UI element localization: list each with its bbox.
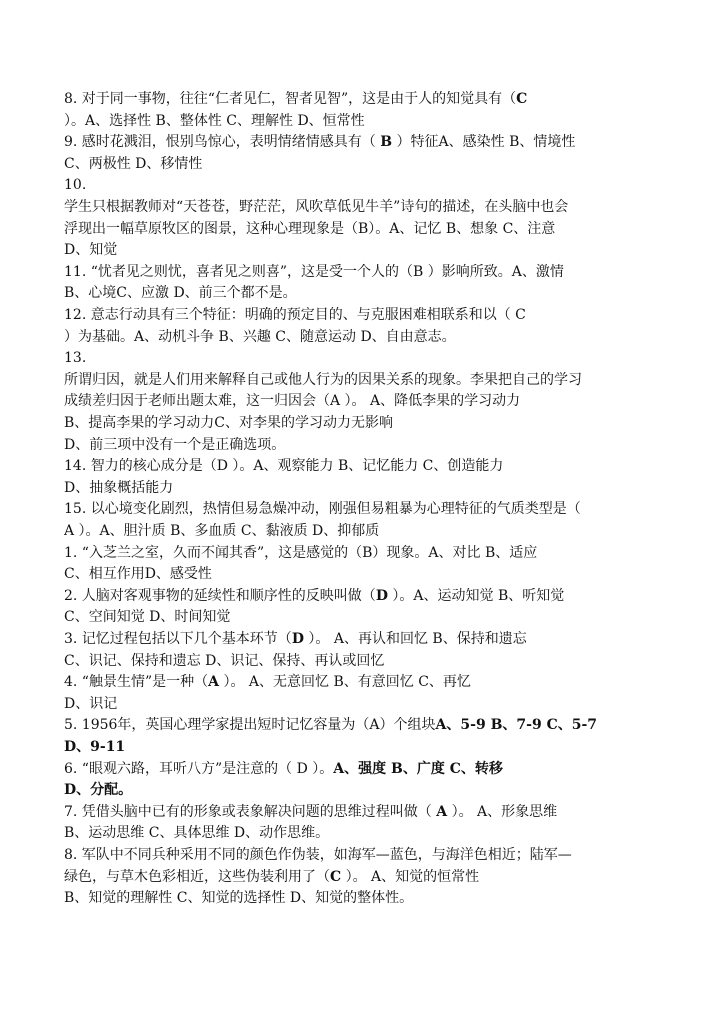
text-line <box>64 88 664 110</box>
text-line <box>64 218 664 240</box>
text-segment: ）为基础。A、动机斗争 B、兴趣 C、随意运动 D、自由意志。 <box>64 328 456 345</box>
text-segment: 7. 凭借头脑中已有的形象或表象解决问题的思维过程叫做（ <box>64 803 437 820</box>
text-segment: 8. 对于同一事物，往往“仁者见仁，智者见智”，这是由于人的知觉具有（ <box>64 91 517 107</box>
bold-answer-text: D <box>375 587 388 604</box>
text-line <box>64 758 664 780</box>
text-segment: 3. 记忆过程包括以下几个基本环节（ <box>64 631 292 647</box>
text-segment: ）。 A、无意回忆 B、有意回忆 C、再忆 <box>219 674 471 691</box>
text-line <box>64 866 664 888</box>
text-line <box>64 174 664 196</box>
text-segment: ）。 A、形象思维 <box>447 803 558 820</box>
text-segment: C、识记、保持和遗忘 D、识记、保持、再认或回忆 <box>64 652 385 669</box>
text-segment: ）特征A、感染性 B、情境性 <box>392 134 576 151</box>
text-line <box>64 369 664 391</box>
text-segment: 1. “入芝兰之室，久而不闻其香”，这是感觉的（B）现象。A、对比 B、适应 <box>64 544 538 561</box>
text-segment: C、空间知觉 D、时间知觉 <box>64 609 231 626</box>
text-line <box>64 390 664 412</box>
text-line <box>64 671 664 693</box>
text-segment: 13. <box>64 350 87 367</box>
text-segment: C、相互作用D、感受性 <box>64 566 212 583</box>
bold-answer-text: A、5-9 B、7-9 C、5-7 <box>435 717 598 734</box>
text-line <box>64 628 664 650</box>
text-line <box>64 606 664 628</box>
text-segment: A ）。A、胆汁质 B、多血质 C、黏液质 D、抑郁质 <box>64 523 380 539</box>
text-line <box>64 347 664 369</box>
text-segment: 10. <box>64 177 87 194</box>
bold-answer-text: A <box>208 674 219 691</box>
text-line <box>64 822 664 844</box>
text-segment: 14. 智力的核心成分是（D ）。A、观察能力 B、记忆能力 C、创造能力 <box>64 458 504 475</box>
text-line <box>64 196 664 218</box>
bold-answer-text: B <box>380 134 393 151</box>
text-line <box>64 779 664 801</box>
text-segment: 5. 1956年，英国心理学家提出短时记忆容量为（A）个组块 <box>64 717 436 734</box>
text-segment: 12. 意志行动具有三个特征：明确的预定目的、与克服困难相联系和以（ C <box>64 307 526 323</box>
bold-answer-text: D、9-11 <box>64 739 126 755</box>
text-segment: 2. 人脑对客观事物的延续性和顺序性的反映叫做（ <box>64 587 376 604</box>
text-segment: 11. “忧者见之则忧，喜者见之则喜”，这是受一个人的（B ）影响所致。A、激情 <box>64 263 564 280</box>
text-segment: ）。 A、再认和回忆 B、保持和遗忘 <box>303 631 527 647</box>
text-line <box>64 477 664 499</box>
text-segment: 绿色，与草木色彩相近，这些伪装利用了（ <box>64 868 330 885</box>
bold-answer-text: C <box>516 91 528 107</box>
text-segment: D、识记 <box>64 695 118 712</box>
text-segment: 浮现出一幅草原牧区的图景，这种心理现象是（B）。A、记忆 B、想象 C、注意 <box>64 220 556 237</box>
text-line <box>64 801 664 823</box>
text-line <box>64 693 664 715</box>
text-segment: B、运动思维 C、具体思维 D、动作思维。 <box>64 825 330 842</box>
text-line <box>64 282 664 304</box>
text-line <box>64 412 664 434</box>
text-line <box>64 131 664 153</box>
text-line <box>64 455 664 477</box>
text-line <box>64 239 664 261</box>
text-segment: ）。 A、知觉的恒常性 <box>341 868 480 885</box>
text-segment: C、两极性 D、移情性 <box>64 155 203 172</box>
text-line <box>64 887 664 909</box>
text-line <box>64 714 664 736</box>
text-segment: 6. “眼观六路，耳听八方”是注意的（ D ）。 <box>64 760 334 777</box>
text-line <box>64 498 664 520</box>
text-segment: 所谓归因，就是人们用来解释自己或他人行为的因果关系的现象。李果把自己的学习 <box>64 371 582 388</box>
bold-answer-text: D <box>291 631 304 647</box>
text-line <box>64 585 664 607</box>
text-line <box>64 844 664 866</box>
text-segment: 8. 军队中不同兵种采用不同的颜色作伪装，如海军—蓝色，与海洋色相近；陆军— <box>64 847 572 863</box>
text-line <box>64 326 664 348</box>
text-line <box>64 304 664 326</box>
text-segment: 15. 以心境变化剧烈，热情但易急燥冲动，刚强但易粗暴为心理特征的气质类型是（ <box>64 501 581 518</box>
text-segment: D、知觉 <box>64 242 118 259</box>
text-segment: 学生只根据教师对“天苍苍，野茫茫，风吹草低见牛羊”诗句的描述，在头脑中也会 <box>64 199 569 215</box>
text-segment: ）。A、选择性 B、整体性 C、理解性 D、恒常性 <box>64 112 365 129</box>
text-line <box>64 563 664 585</box>
text-segment: B、心境C、应激 D、前三个都不是。 <box>64 285 297 302</box>
bold-answer-text: A <box>436 803 448 820</box>
text-line <box>64 736 664 758</box>
text-line <box>64 434 664 456</box>
text-segment: ）。A、运动知觉 B、听知觉 <box>387 587 565 604</box>
text-line <box>64 650 664 672</box>
text-segment: 成绩差归因于老师出题太难，这一归因会（A ）。 A、降低李果的学习动力 <box>64 393 521 410</box>
bold-answer-text: D、分配。 <box>64 782 133 799</box>
text-segment: D、前三项中没有一个是正确选项。 <box>64 436 286 453</box>
text-line <box>64 520 664 542</box>
text-line <box>64 110 664 132</box>
text-segment: B、提高李果的学习动力C、对李果的学习动力无影响 <box>64 415 393 431</box>
text-segment: 9. 感时花溅泪，恨别鸟惊心，表明情绪情感具有（ <box>64 134 381 151</box>
bold-answer-text: C <box>330 868 342 885</box>
text-line <box>64 153 664 175</box>
text-segment: B、知觉的理解性 C、知觉的选择性 D、知觉的整体性。 <box>64 890 414 907</box>
text-line <box>64 542 664 564</box>
bold-answer-text: A、强度 B、广度 C、转移 <box>333 760 503 777</box>
text-segment: D、抽象概括能力 <box>64 479 174 496</box>
text-line <box>64 261 664 283</box>
text-segment: 4. “触景生情”是一种（ <box>64 674 209 691</box>
